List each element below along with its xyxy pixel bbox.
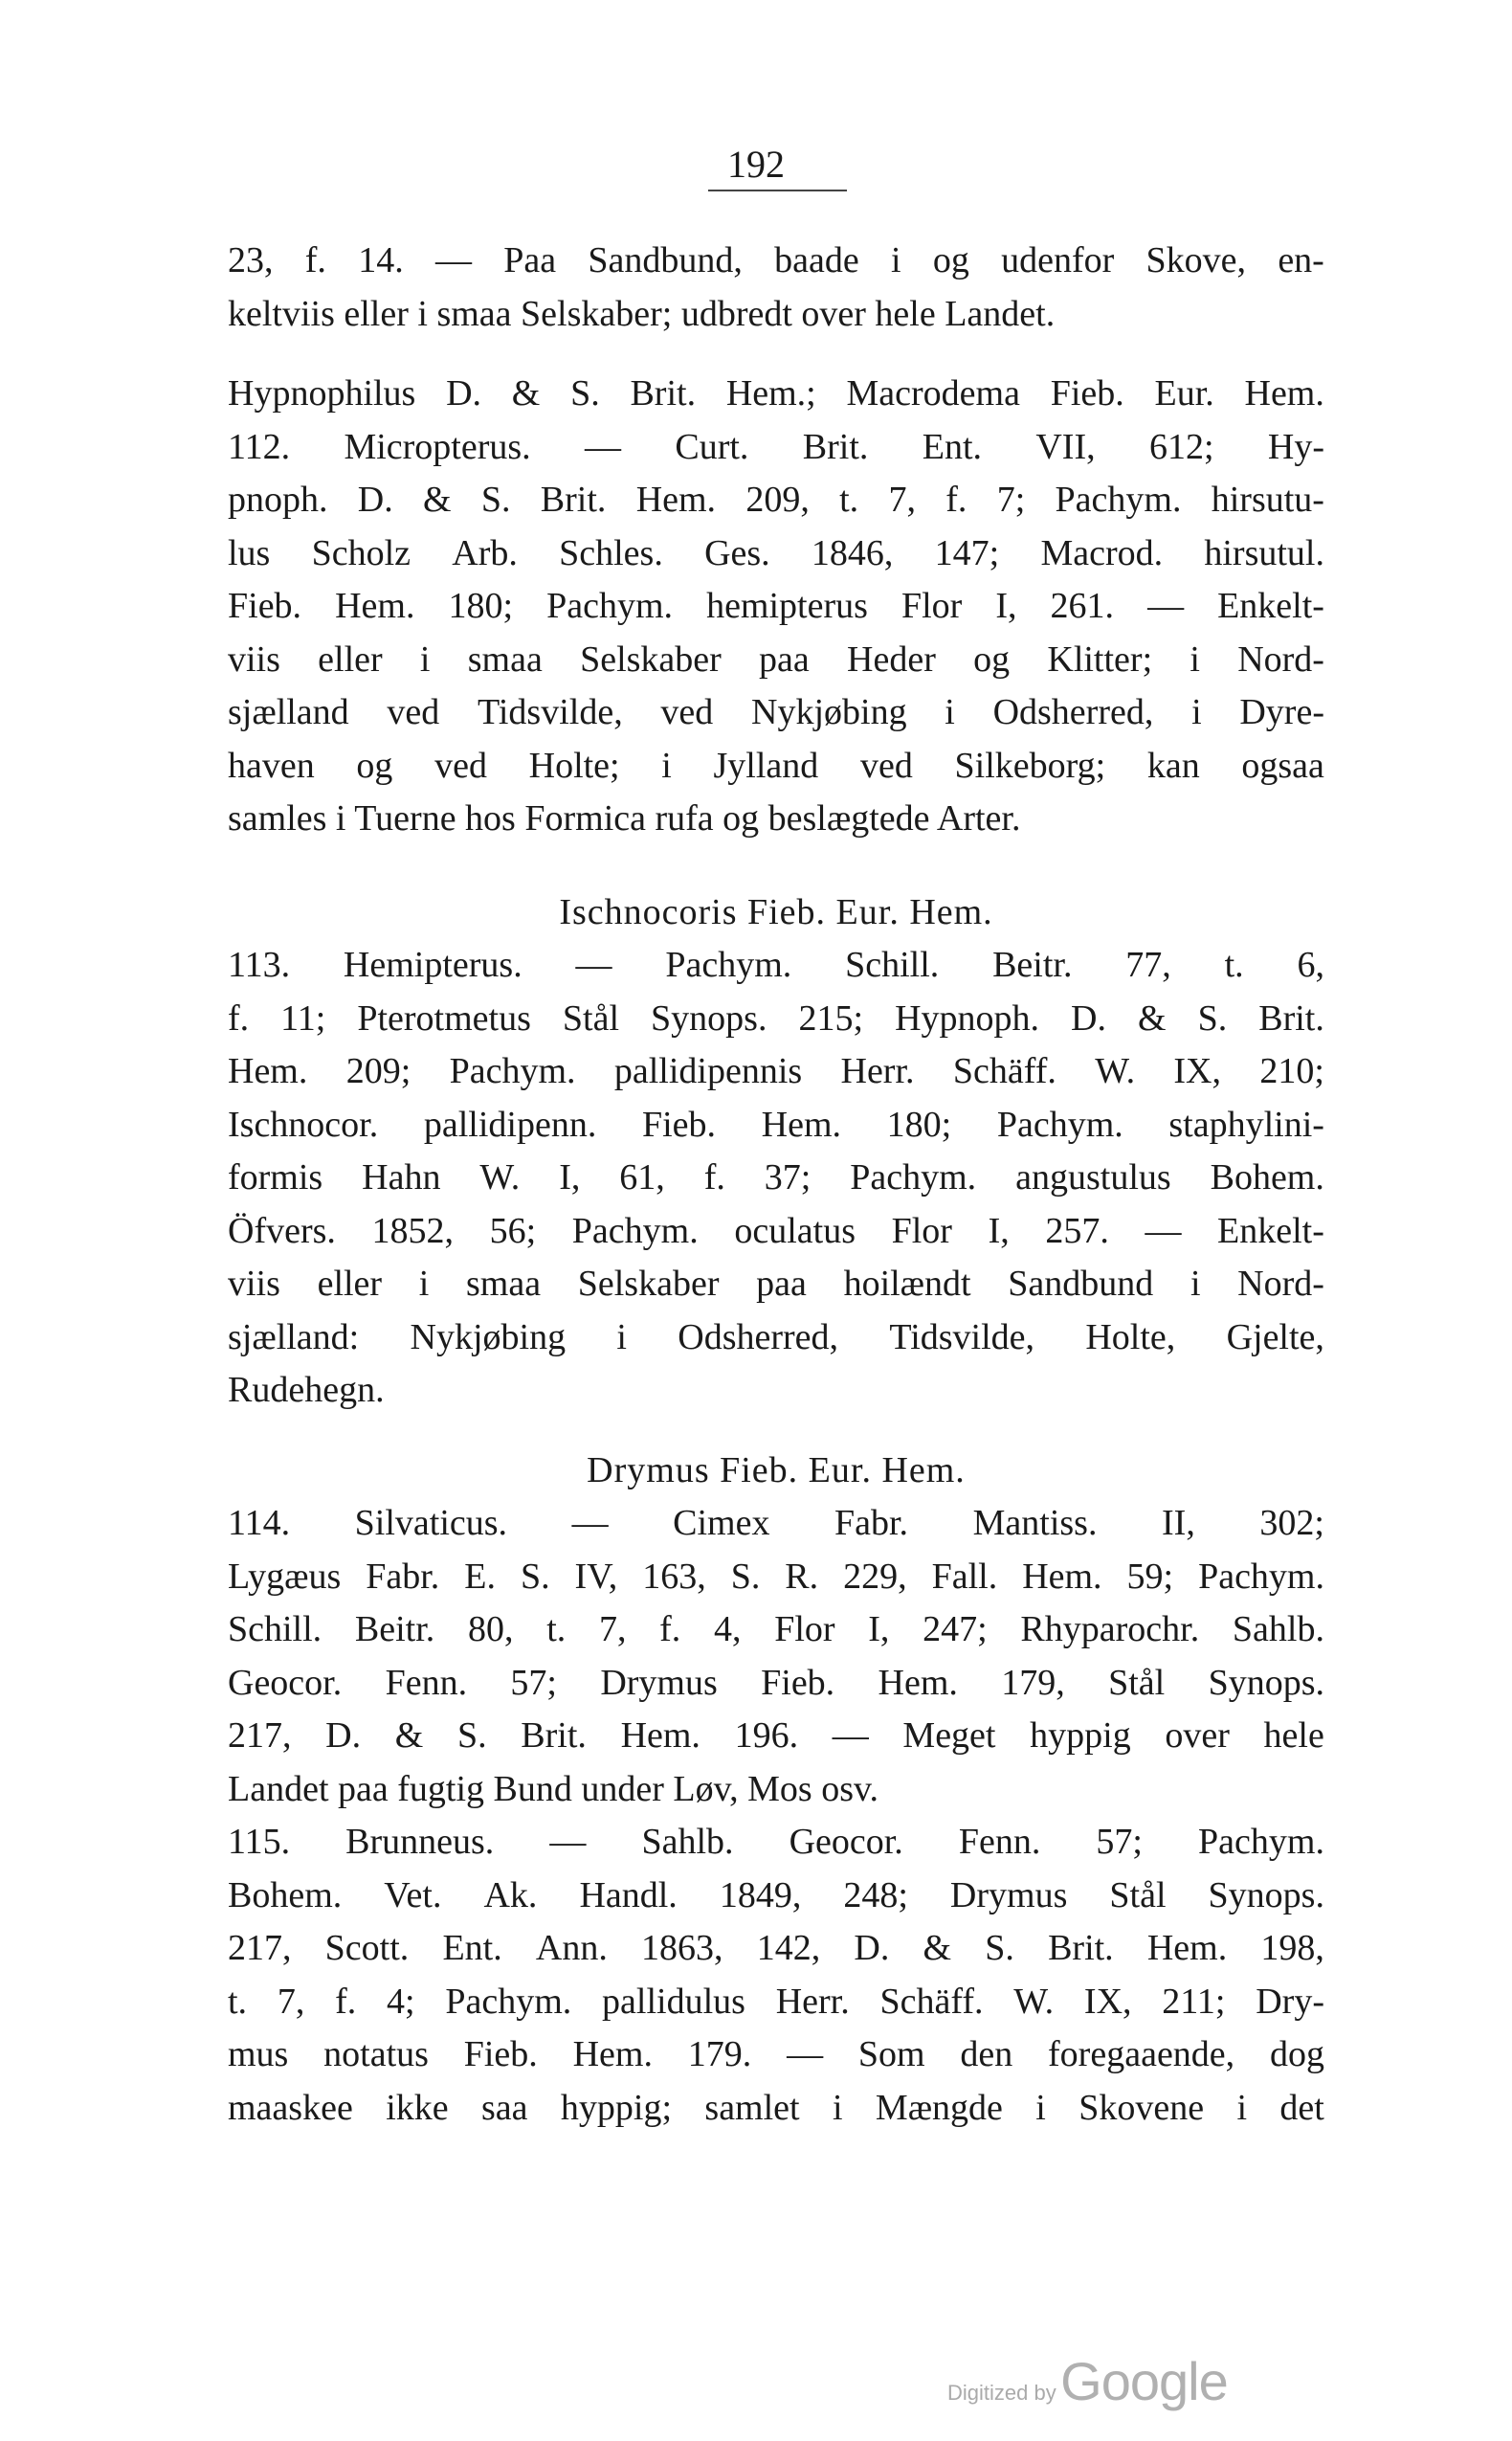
text-line: formis Hahn W. I, 61, f. 37; Pachym. angustulus Bohem. (228, 1157, 1324, 1198)
text-line: viis eller i smaa Selskaber paa hoilændt Sandbund i Nord- (228, 1264, 1324, 1304)
species-entry-line: 112. Micropterus. — Curt. Brit. Ent. VII, 612; Hy- (228, 426, 1324, 467)
text-line: f. 11; Pterotmetus Stål Synops. 215; Hypnoph. D. & S. Brit. (228, 997, 1324, 1039)
text-line: Schill. Beitr. 80, t. 7, f. 4, Flor I, 247; Rhyparochr. Sahlb. (228, 1609, 1324, 1649)
text-line: samles i Tuerne hos Formica rufa og beslægtede Arter. (228, 798, 1021, 839)
text-line: keltviis eller i smaa Selskaber; udbredt over hele Landet. (228, 293, 1056, 334)
page-text (228, 235, 1324, 2135)
text-line: viis eller i smaa Selskaber paa Heder og Klitter; i Nord- (228, 638, 1324, 680)
digitized-label: Digitized by (947, 2381, 1056, 2405)
text-line: Bohem. Vet. Ak. Handl. 1849, 248; Drymus Stål Synops. (228, 1874, 1324, 1915)
text-line: 217, Scott. Ent. Ann. 1863, 142, D. & S. Brit. Hem. 198, (228, 1928, 1324, 1968)
text-line: Geocor. Fenn. 57; Drymus Fieb. Hem. 179, Stål Synops. (228, 1662, 1324, 1703)
genus-heading: Drymus Fieb. Eur. Hem. (587, 1449, 966, 1490)
digitized-by-watermark (947, 2350, 1228, 2412)
text-line: Rudehegn. (228, 1370, 385, 1410)
text-line: pnoph. D. & S. Brit. Hem. 209, t. 7, f. 7; Pachym. hirsutu- (228, 480, 1324, 520)
text-line: Lygæus Fabr. E. S. IV, 163, S. R. 229, Fall. Hem. 59; Pachym. (228, 1556, 1324, 1597)
text-line: sjælland: Nykjøbing i Odsherred, Tidsvilde, Holte, Gjelte, (228, 1316, 1324, 1357)
text-line: 23, f. 14. — Paa Sandbund, baade i og udenfor Skove, en- (228, 240, 1324, 280)
google-logo: Google (1060, 2351, 1228, 2411)
species-entry-line: 113. Hemipterus. — Pachym. Schill. Beitr. 77, t. 6, (228, 945, 1324, 985)
text-line: mus notatus Fieb. Hem. 179. — Som den foregaaende, dog (228, 2034, 1324, 2074)
text-line: maaskee ikke saa hyppig; samlet i Mængde i Skovene i det (228, 2087, 1324, 2128)
text-line: Fieb. Hem. 180; Pachym. hemipterus Flor I, 261. — Enkelt- (228, 586, 1324, 626)
genus-heading-line: Hypnophilus D. & S. Brit. Hem.; Macrodema Fieb. Eur. Hem. (228, 373, 1324, 414)
genus-heading: Ischnocoris Fieb. Eur. Hem. (559, 891, 993, 932)
text-line: Hem. 209; Pachym. pallidipennis Herr. Schäff. W. IX, 210; (228, 1051, 1324, 1091)
text-line: haven og ved Holte; i Jylland ved Silkeborg; kan ogsaa (228, 745, 1324, 786)
text-line: lus Scholz Arb. Schles. Ges. 1846, 147; Macrod. hirsutul. (228, 532, 1324, 573)
text-line: Ischnocor. pallidipenn. Fieb. Hem. 180; Pachym. staphylini- (228, 1104, 1324, 1145)
text-line: t. 7, f. 4; Pachym. pallidulus Herr. Schäff. W. IX, 211; Dry- (228, 1981, 1324, 2022)
species-entry-line: 114. Silvaticus. — Cimex Fabr. Mantiss. II, 302; (228, 1503, 1324, 1543)
page-number: 192 (727, 143, 785, 186)
page-number-rule (708, 190, 847, 191)
species-entry-line: 115. Brunneus. — Sahlb. Geocor. Fenn. 57; Pachym. (228, 1822, 1324, 1862)
text-line: Öfvers. 1852, 56; Pachym. oculatus Flor I, 257. — Enkelt- (228, 1210, 1324, 1251)
text-line: 217, D. & S. Brit. Hem. 196. — Meget hyppig over hele (228, 1715, 1324, 1756)
text-line: Landet paa fugtig Bund under Løv, Mos osv. (228, 1768, 879, 1809)
text-line: sjælland ved Tidsvilde, ved Nykjøbing i Odsherred, i Dyre- (228, 692, 1324, 732)
